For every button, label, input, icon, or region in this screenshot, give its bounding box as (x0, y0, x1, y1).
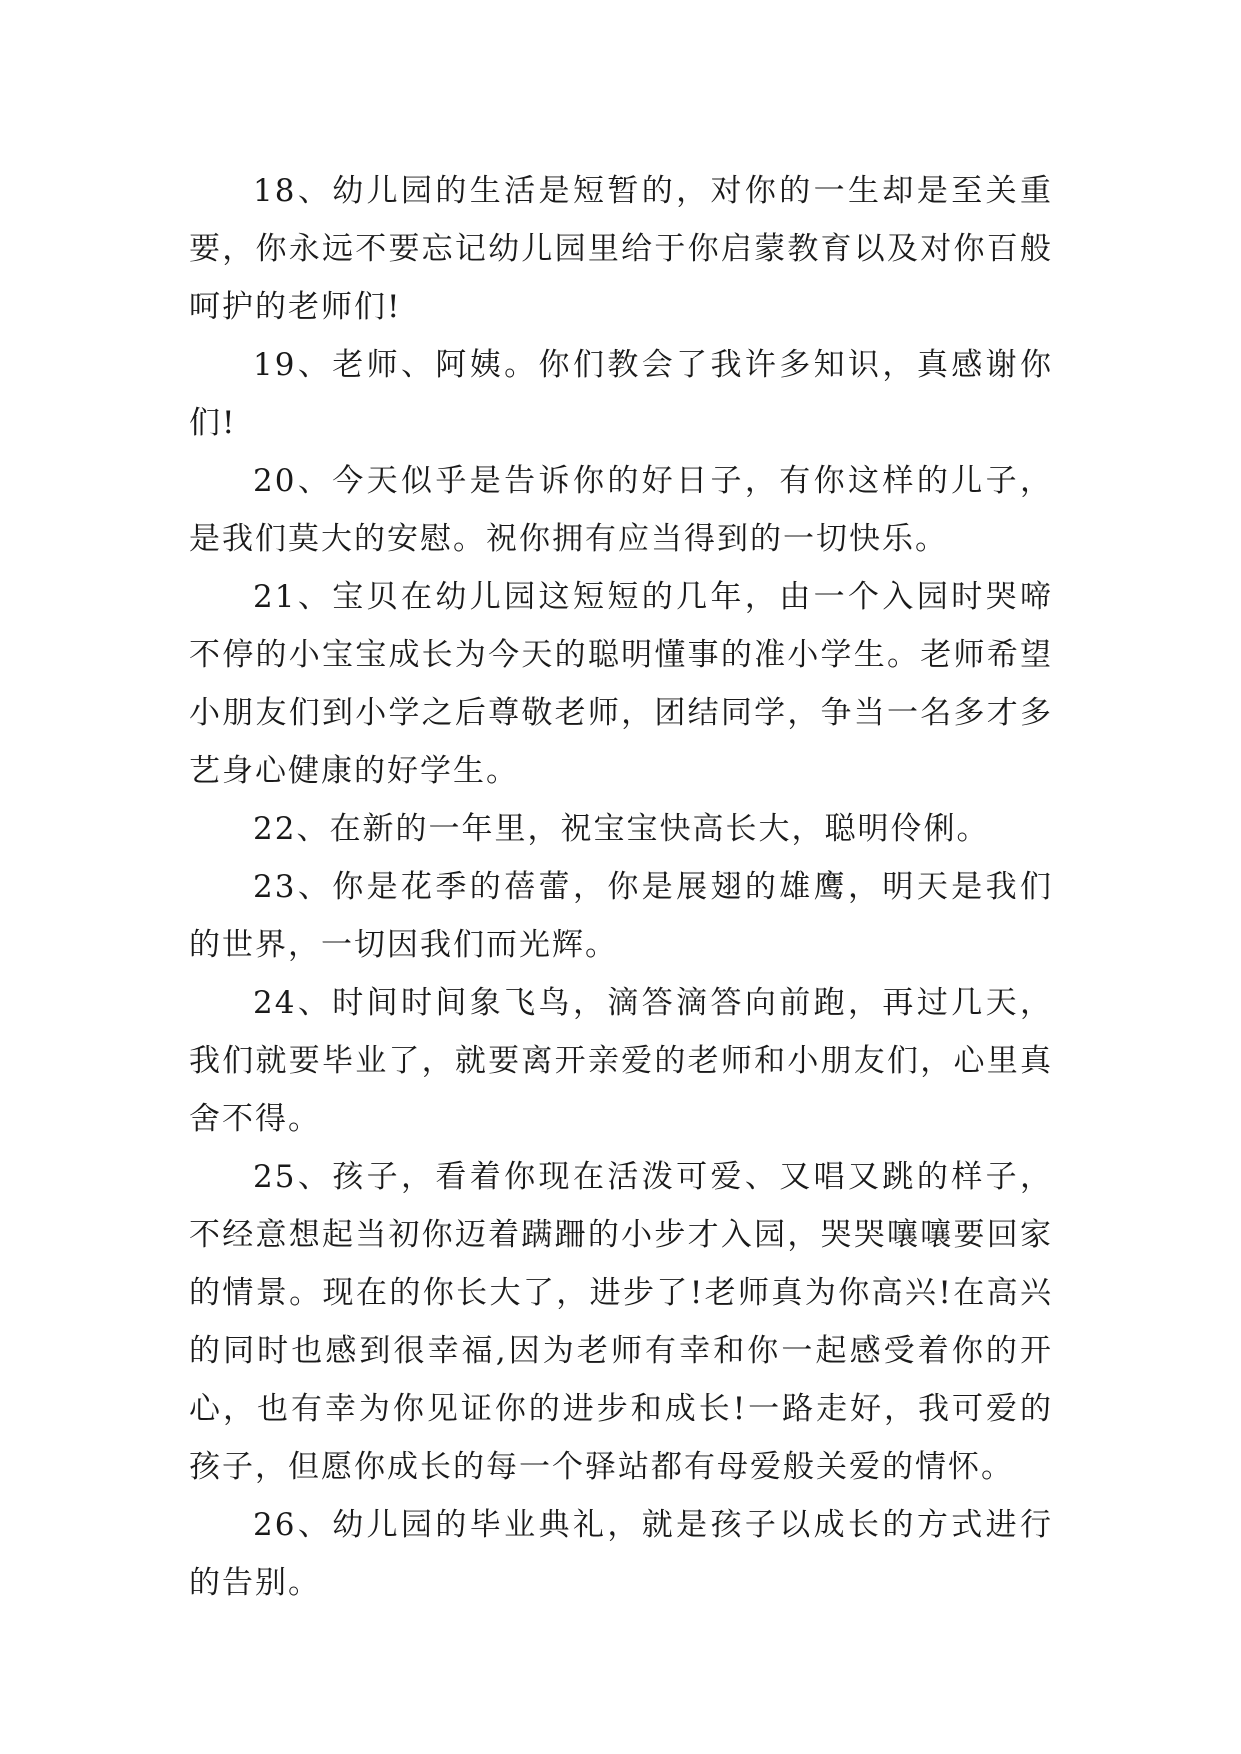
paragraph-24: 24、时间时间象飞鸟，滴答滴答向前跑，再过几天，我们就要毕业了，就要离开亲爱的老师和小朋友们，心里真舍不得。 (189, 985, 1053, 1137)
paragraph-21: 21、宝贝在幼儿园这短短的几年，由一个入园时哭啼不停的小宝宝成长为今天的聪明懂事的准小学生。老师希望小朋友们到小学之后尊敬老师，团结同学，争当一名多才多艺身心健康的好学生。 (189, 579, 1053, 789)
document-body (189, 162, 1053, 1612)
paragraph-26: 26、幼儿园的毕业典礼，就是孩子以成长的方式进行的告别。 (189, 1507, 1053, 1601)
paragraph-20: 20、今天似乎是告诉你的好日子，有你这样的儿子，是我们莫大的安慰。祝你拥有应当得到的一切快乐。 (189, 463, 1053, 557)
paragraph-19: 19、老师、阿姨。你们教会了我许多知识，真感谢你们! (189, 347, 1053, 441)
paragraph-22: 22、在新的一年里，祝宝宝快高长大，聪明伶俐。 (253, 811, 990, 847)
paragraph-23: 23、你是花季的蓓蕾，你是展翅的雄鹰，明天是我们的世界，一切因我们而光辉。 (189, 869, 1053, 963)
paragraph-25: 25、孩子，看着你现在活泼可爱、又唱又跳的样子，不经意想起当初你迈着蹒跚的小步才入园，哭哭嚷嚷要回家的情景。现在的你长大了，进步了!老师真为你高兴!在高兴的同时也感到很幸福,因为老师有幸和你一起感受着你的开心，也有幸为你见证你的进步和成长!一路走好，我可爱的孩子，但愿你成长的每一个驿站都有母爱般关爱的情怀。 (189, 1159, 1053, 1485)
paragraph-18: 18、幼儿园的生活是短暂的，对你的一生却是至关重要，你永远不要忘记幼儿园里给于你启蒙教育以及对你百般呵护的老师们! (189, 173, 1053, 325)
